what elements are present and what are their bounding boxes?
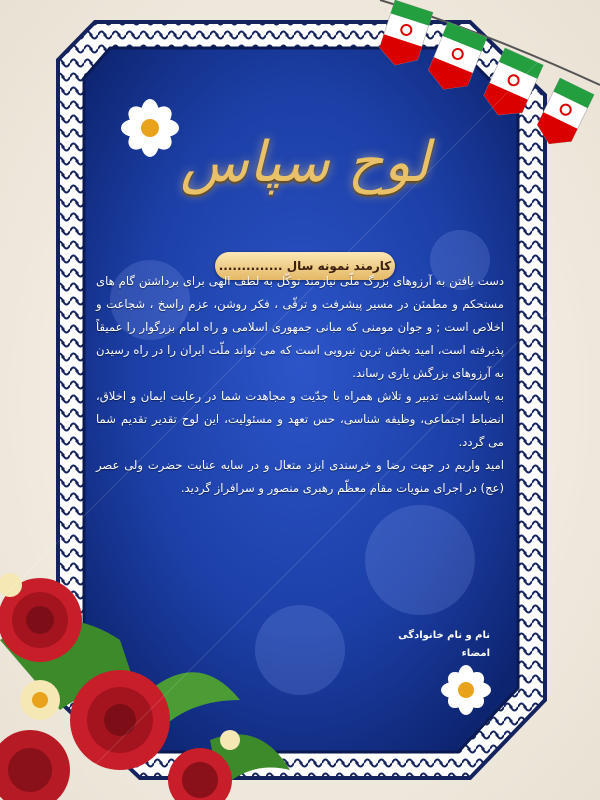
body-paragraph-3: امید واریم در جهت رضا و خرسندی ایزد متعال و در سایه عنایت حضرت ولی عصر (عج) در اجرای منویات مقام معظّم رهبری منصور و سرافراز گردید. [96, 458, 504, 495]
body-paragraph-2: به پاسداشت تدبیر و تلاش همراه با جدّیت و مجاهدت شما در رعایت ایمان و اخلاق، انضباط اجتماعی، وظیفه شناسی، حس تعهد و مسئولیت، این لوح تقدیر تقدیم شما می گردد. [96, 389, 504, 449]
certificate-subtitle: کارمند نمونه سال .............. [215, 252, 395, 280]
body-paragraph-1: دست یافتن به آرزوهای بزرگ ملّی نیازمند توکّل به لطف الهی برای برداشتن گام های مستحکم و مطمئن در مسیر پیشرفت و ترقّی ، فکر روشن، عزم راسخ ، شجاعت و اخلاص است ; و جوان مومنی که مبانی جمهوری اسلامی و راه امام بزرگوار را عمیقاً پذیرفته است، امید بخش ترین نیرویی است که می تواند ملّت ایران را در راه رسیدن به آرزوهای بزرگش یاری رساند. [96, 274, 504, 380]
certificate-title: لوح سپاس [180, 130, 430, 195]
certificate-body [96, 270, 504, 500]
signature-label: امضاء [461, 648, 490, 659]
name-label: نام و نام خانوادگی [398, 630, 490, 641]
